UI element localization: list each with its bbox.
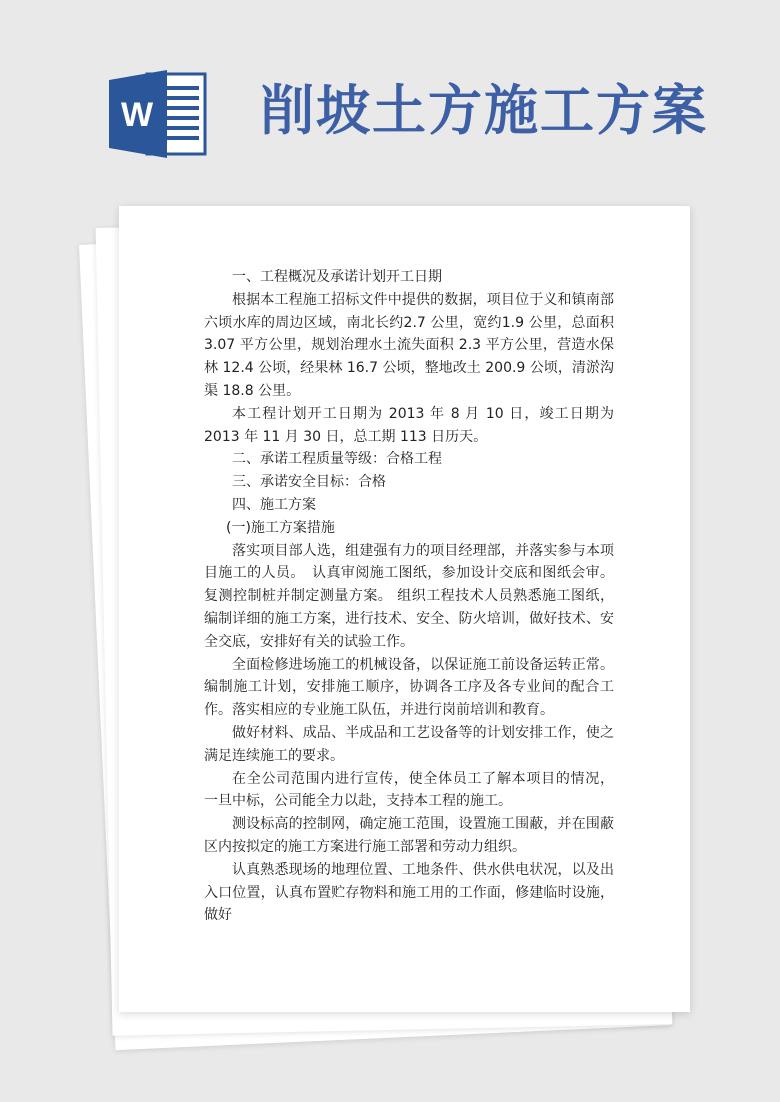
section-heading-quality: 二、承诺工程质量等级：合格工程 [232, 451, 442, 468]
paragraph-survey: 测设标高的控制网，确定施工范围，设置施工围蔽，并在围蔽区内按拟定的施工方案进行施工部署和劳动力组织。 [204, 816, 614, 855]
paragraph-site: 认真熟悉现场的地理位置、工地条件、供水供电状况，以及出入口位置，认真布置贮存物料和施工用的工作面，修建临时设施，做好 [204, 861, 614, 924]
paragraph-project-data: 根据本工程施工招标文件中提供的数据，项目位于义和镇南部六顷水库的周边区域，南北长约2.7 公里，宽约1.9 公里，总面积 3.07 平方公里，规划治理水土流失面积 2.3 平方公里，营造水保林 12.4 公顷，经果林 16.7 公顷，整地改土 200.9 公顷，清淤沟渠 18.8 公里。 [204, 291, 614, 399]
word-logo-letter: W [120, 96, 154, 134]
section-heading-safety: 三、承诺安全目标：合格 [232, 474, 386, 491]
page-title: 削坡土方施工方案 [260, 78, 708, 142]
paragraph-schedule: 本工程计划开工日期为 2013 年 8 月 10 日，竣工日期为 2013 年 11 月 30 日，总工期 113 日历天。 [204, 405, 614, 445]
subsection-heading-measures: (一)施工方案措施 [226, 519, 335, 536]
section-heading-overview: 一、工程概况及承诺计划开工日期 [232, 269, 442, 285]
word-logo-icon [107, 68, 209, 160]
paragraph-staffing: 落实项目部人选，组建强有力的项目经理部，并落实参与本项目施工的人员。 认真审阅施工图纸，参加设计交底和图纸会审。复测控制桩并制定测量方案。 组织工程技术人员熟悉施工图纸，编制详细的施工方案，进行技术、安全、防火培训，做好技术、安全交底，安排好有关的试验工作。 [204, 542, 614, 650]
paragraph-materials: 做好材料、成品、半成品和工艺设备等的计划安排工作，使之满足连续施工的要求。 [204, 724, 614, 764]
paragraph-promotion: 在全公司范围内进行宣传，使全体员工了解本项目的情况， 一旦中标，公司能全力以赴，支持本工程的施工。 [204, 770, 614, 810]
section-heading-plan: 四、施工方案 [232, 496, 316, 513]
document-page [119, 206, 690, 1012]
paragraph-equipment: 全面检修进场施工的机械设备，以保证施工前设备运转正常。编制施工计划，安排施工顺序，协调各工序及各专业间的配合工作。落实相应的专业施工队伍，并进行岗前培训和教育。 [204, 656, 614, 719]
document-body [204, 266, 614, 927]
